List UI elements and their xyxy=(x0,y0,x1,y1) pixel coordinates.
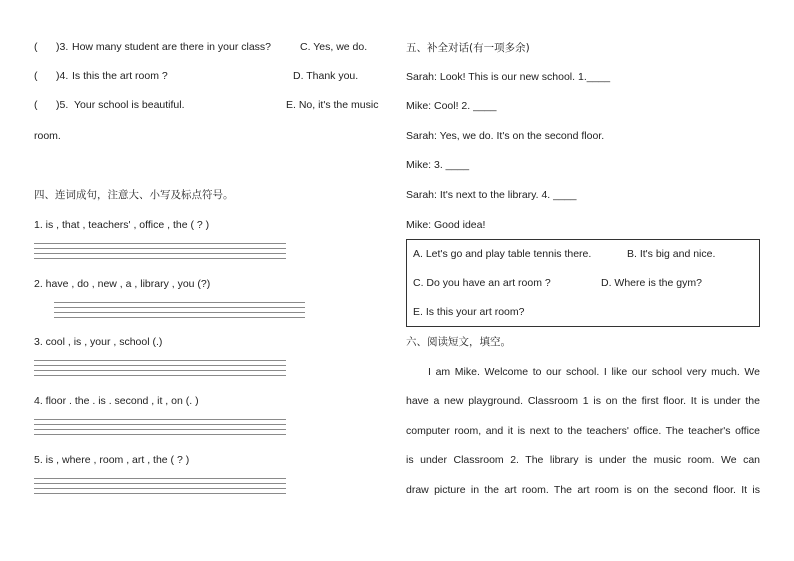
dialogue-line-6: Mike: Good idea! xyxy=(406,219,486,231)
question-text: How many student are there in your class? xyxy=(72,41,272,53)
answer-option: C. Yes, we do. xyxy=(300,41,368,53)
passage-line-5: draw picture in the art room. The art room is on the second floor. It is xyxy=(406,484,760,496)
option-a: A. Let's go and play table tennis there. xyxy=(413,248,592,260)
passage-line-2: have a new playground. Classroom 1 is on the first floor. It is under the xyxy=(406,395,760,407)
section-5-title: 五、补全对话(有一项多余) xyxy=(406,42,530,54)
question-number: )4. xyxy=(56,70,69,82)
question-number: )5. xyxy=(56,99,69,111)
section-4-title: 四、连词成句，注意大、小写及标点符号。 xyxy=(34,189,234,201)
option-b: B. It's big and nice. xyxy=(627,248,716,260)
question-text: Is this the art room ? xyxy=(72,70,168,82)
writing-lines-5[interactable] xyxy=(34,478,286,498)
answer-bracket-open: ( xyxy=(34,99,38,111)
writing-lines-4[interactable] xyxy=(34,419,286,439)
option-d: D. Where is the gym? xyxy=(601,277,702,289)
dialogue-line-4: Mike: 3. ____ xyxy=(406,159,470,171)
sentence-item-5: 5. is , where , room , art , the ( ? ) xyxy=(34,454,190,466)
answer-option: E. No, it's the music xyxy=(286,99,379,111)
sentence-item-3: 3. cool , is , your , school (.) xyxy=(34,336,163,348)
matching-item-4 xyxy=(34,70,386,84)
option-c: C. Do you have an art room ? xyxy=(413,277,551,289)
option-e: E. Is this your art room? xyxy=(413,306,525,318)
writing-lines-3[interactable] xyxy=(34,360,286,380)
dialogue-line-5: Sarah: It's next to the library. 4. ____ xyxy=(406,189,577,201)
dialogue-line-1: Sarah: Look! This is our new school. 1.____ xyxy=(406,71,611,83)
matching-wrap-text: room. xyxy=(34,130,61,142)
writing-lines-1[interactable] xyxy=(34,243,286,263)
answer-option: D. Thank you. xyxy=(293,70,359,82)
matching-item-3 xyxy=(34,41,386,55)
section-6-title: 六、阅读短文，填空。 xyxy=(406,336,511,348)
sentence-item-4: 4. floor . the . is . second , it , on (. ) xyxy=(34,395,199,407)
sentence-item-2: 2. have , do , new , a , library , you (?) xyxy=(34,278,211,290)
question-text: Your school is beautiful. xyxy=(74,99,185,111)
passage-line-1: I am Mike. Welcome to our school. I like our school very much. We xyxy=(428,366,760,378)
question-number: )3. xyxy=(56,41,69,53)
matching-item-5 xyxy=(34,99,386,113)
dialogue-line-3: Sarah: Yes, we do. It's on the second floor. xyxy=(406,130,605,142)
passage-line-4: is under Classroom 2. The library is under the music room. We can xyxy=(406,454,760,466)
options-box xyxy=(406,239,760,327)
answer-bracket-open: ( xyxy=(34,41,38,53)
dialogue-line-2: Mike: Cool! 2. ____ xyxy=(406,100,497,112)
passage-line-3: computer room, and it is next to the teachers' office. The teacher's office xyxy=(406,425,760,437)
writing-lines-2[interactable] xyxy=(54,302,305,322)
answer-bracket-open: ( xyxy=(34,70,38,82)
sentence-item-1: 1. is , that , teachers' , office , the ( ? ) xyxy=(34,219,210,231)
